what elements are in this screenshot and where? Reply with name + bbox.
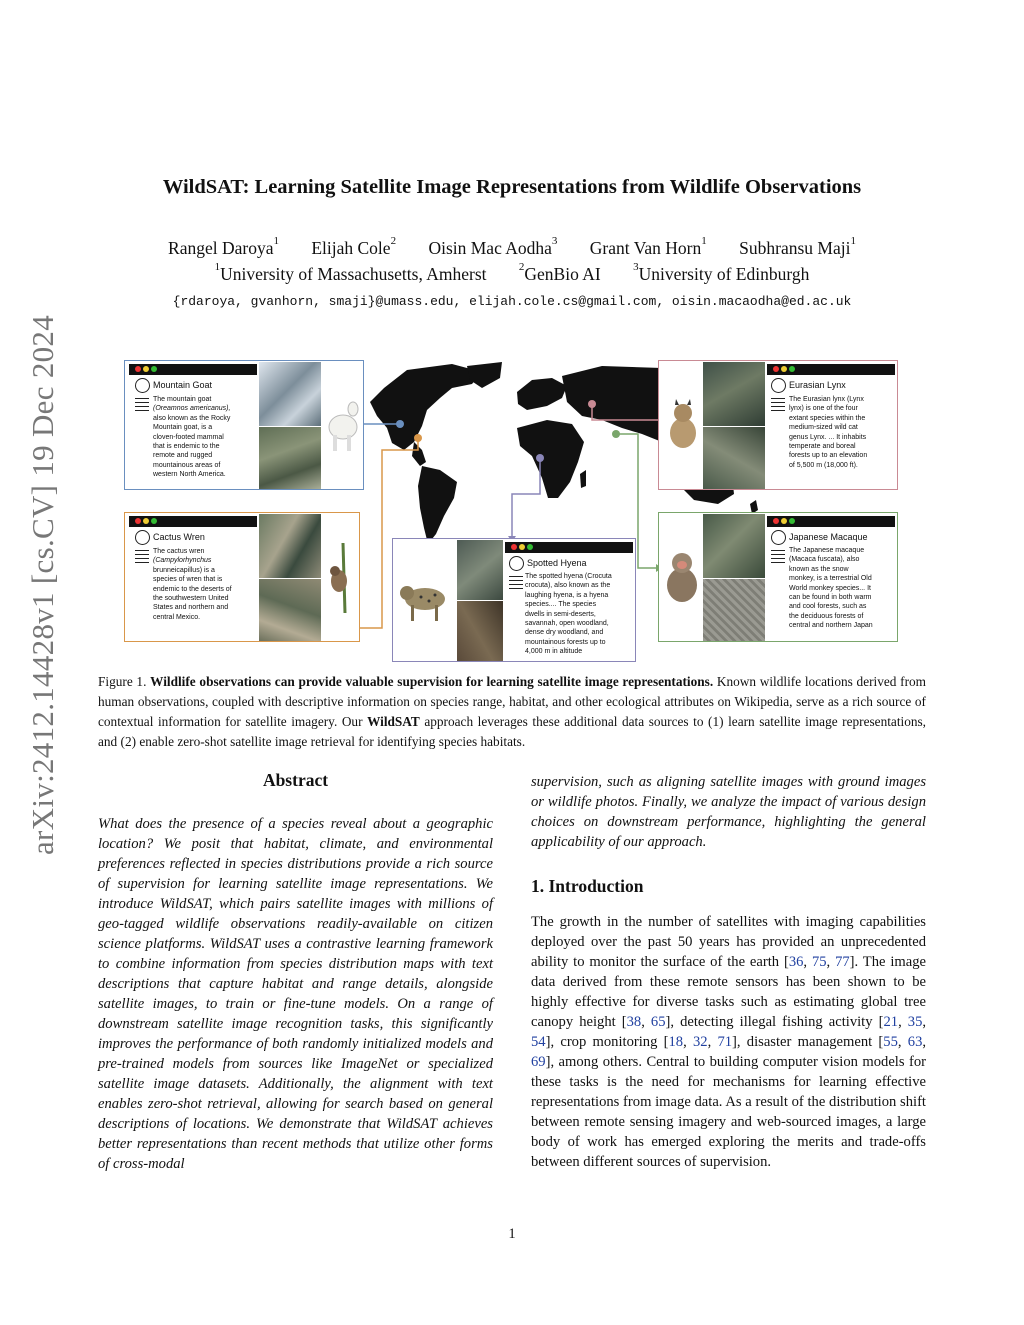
species-icon [135, 530, 150, 545]
intro-text-run: , [707, 1034, 718, 1050]
species-name: Mountain Goat [153, 380, 213, 390]
author-list [0, 235, 1024, 259]
author: Grant Van Horn$^1$ [589, 235, 707, 258]
species-description: The spotted hyena (Crocuta crocuta), also known as the laughing hyena, is a hyena species.... The species dwells in semi-deserts, savannah, open woodland, dense dry woodland, and mountainous forests up to 4,000 m in altitude [525, 573, 612, 656]
citation-link[interactable]: 63 [907, 1034, 923, 1050]
intro-text-run: , [898, 1014, 908, 1030]
satellite-image [259, 514, 321, 578]
satellite-image [457, 540, 503, 600]
mountain-goat-icon [323, 397, 363, 457]
citation-link[interactable]: 71 [717, 1034, 733, 1050]
citation-link[interactable]: 36 [788, 954, 804, 970]
species-description: The cactus wren (Campylorhynchus brunneicapillus) is a species of wren that is endemic to the deserts of the southwestern United States and northern and central Mexico. [153, 548, 232, 621]
intro-text-run: , [922, 1034, 927, 1050]
satellite-image [703, 514, 765, 578]
citation-link[interactable]: 55 [883, 1034, 898, 1050]
intro-text-run: ]. The image data derived from these remote sensors has been shown to be highly effective for diverse tasks such as estimating global tree canopy height [ [531, 954, 927, 1030]
affiliation: $^2$GenBio AI [518, 261, 601, 284]
citation-link[interactable]: 32 [692, 1034, 708, 1050]
abstract-continued: supervision, such as aligning satellite images with ground images or wildlife photos. Finally, we analyze the impact of various design choices on downstream performance, highlighting the general applicability of our approach. [531, 774, 926, 850]
window-bar [767, 516, 895, 527]
author-emails: {rdaroya, gvanhorn, smaji}@umass.edu, elijah.cole.cs@gmail.com, oisin.macaodha@ed.ac.uk [172, 294, 852, 309]
citation-link[interactable]: 38 [626, 1014, 642, 1030]
satellite-image [259, 579, 321, 641]
figure-1 [122, 358, 902, 663]
species-description: The mountain goat (Oreamnos americanus), also known as the Rocky Mountain goat, is a cloven-footed mammal that is endemic to the remote and rugged mountainous areas of western North America. [153, 396, 231, 479]
introduction-heading: 1. Introduction [531, 876, 644, 896]
citation-link[interactable]: 65 [650, 1014, 666, 1030]
text-lines-icon [771, 550, 785, 566]
text-lines-icon [509, 576, 523, 592]
affiliation: $^1$University of Massachusetts, Amherst [214, 261, 487, 284]
window-bar [129, 516, 257, 527]
text-lines-icon [771, 398, 785, 414]
citation-link[interactable]: 54 [531, 1034, 546, 1050]
cactus-wren-icon [323, 543, 359, 613]
citation-link[interactable]: 75 [811, 954, 827, 970]
species-name: Cactus Wren [153, 532, 205, 542]
intro-text-run: The growth in the number of satellites with imaging capabilities deployed over the past 50 years has provided an unprecedented ability to monitor the surface of the earth [ [531, 914, 926, 970]
satellite-image [703, 579, 765, 641]
species-name: Spotted Hyena [527, 558, 587, 568]
species-name: Japanese Macaque [789, 532, 868, 542]
affiliation: $^3$University of Edinburgh [633, 261, 810, 284]
intro-text-run: , [641, 1014, 651, 1030]
author: Rangel Daroya$^1$ [168, 235, 279, 258]
satellite-image [703, 362, 765, 426]
paper-title: WildSAT: Learning Satellite Image Representations from Wildlife Observations [162, 176, 862, 198]
intro-text-run: ], disaster management [ [732, 1034, 884, 1050]
card-cactus-wren [124, 512, 360, 642]
right-column [531, 772, 926, 1172]
figure-caption: Figure 1. Wildlife observations can provide valuable supervision for learning satellite image representations. Known wildlife locations derived from human observations, coupled with descriptive information on species range, habitat, and other ecological attributes on Wikipedia, serve as a rich source of contextual information for satellite imagery. Our WildSAT approach leverages these additional data sources to (1) learn satellite image representations, and (2) enable zero-shot satellite image retrieval for identifying species habitats. [98, 674, 926, 749]
citation-link[interactable]: 35 [907, 1014, 923, 1030]
arxiv-stamp: arXiv:2412.14428v1 [cs.CV] 19 Dec 2024 [25, 314, 60, 855]
species-description: The Japanese macaque (Macaca fuscata), also known as the snow monkey, is a terrestrial Old World monkey species... It can be found in both warm and cool forests, such as the deciduous forests of central and northern Japan [789, 547, 873, 630]
card-spotted-hyena [392, 538, 636, 662]
spotted-hyena-icon [395, 569, 455, 629]
author: Subhransu Maji$^1$ [739, 235, 856, 258]
intro-text-run: ], among others. Central to building computer vision models for these tasks is the need for mechanisms for learning effective representations from image data. As a result of the distribution shift between remote sensing imagery and web-sourced images, a large body of work has emerged exploring the merits and trade-offs between different sources of supervision. [531, 1054, 926, 1170]
satellite-image [259, 427, 321, 489]
window-bar [129, 364, 257, 375]
author: Elijah Cole$^2$ [311, 235, 397, 258]
japanese-macaque-icon [661, 547, 703, 607]
intro-text-run: , [897, 1034, 908, 1050]
species-icon [135, 378, 150, 393]
window-bar [505, 542, 633, 553]
introduction-text [531, 912, 926, 1172]
abstract-text: What does the presence of a species reveal about a geographic location? We posit that habitat, climate, and environmental preferences reflected in species distributions provide a rich source of supervision for learning satellite image representations. We introduce WildSAT, which pairs satellite images with millions of geo-tagged wildlife observations readily-available on citizen science platforms. WildSAT uses a contrastive learning framework to combine information from species distribution maps with text descriptions that capture habitat and range details, alongside satellite images, to train or fine-tune models. On a range of downstream satellite image recognition tasks, this significantly improves the performance of both randomly initialized models and pre-trained models from sources like ImageNet or specialized satellite image datasets. Additionally, the alignment with text enables zero-shot retrieval, allowing for search based on general descriptions of locations. We demonstrate that WildSAT achieves better representations than recent methods that utilize other forms of cross-modal [98, 816, 493, 1172]
citation-link[interactable]: 21 [883, 1014, 899, 1030]
species-description: The Eurasian lynx (Lynx lynx) is one of the four extant species within the medium-sized wild cat genus Lynx. ... It inhabits temperate and boreal forests up to an elevation of 5,500 m (18,000 ft). [789, 396, 868, 469]
citation-link[interactable]: 18 [668, 1034, 684, 1050]
intro-text-run: , [683, 1034, 693, 1050]
card-mountain-goat [124, 360, 364, 490]
card-eurasian-lynx [658, 360, 898, 490]
species-icon [771, 530, 786, 545]
species-icon [509, 556, 524, 571]
species-icon [771, 378, 786, 393]
intro-text-run: , [826, 954, 836, 970]
citation-link[interactable]: 77 [835, 954, 850, 970]
intro-text-run: , [922, 1014, 927, 1030]
intro-text-run: ], crop monitoring [ [545, 1034, 669, 1050]
author: Oisin Mac Aodha$^3$ [428, 235, 558, 258]
abstract-heading: Abstract [262, 770, 329, 790]
citation-link[interactable]: 69 [531, 1054, 546, 1070]
satellite-image [703, 427, 765, 489]
abstract-section [98, 770, 493, 1174]
intro-text-run: , [803, 954, 812, 970]
affiliation-list [0, 261, 1024, 285]
card-japanese-macaque [658, 512, 898, 642]
page-number: 1 [508, 1226, 516, 1242]
satellite-image [259, 362, 321, 426]
satellite-image [457, 601, 503, 661]
window-bar [767, 364, 895, 375]
species-name: Eurasian Lynx [789, 380, 846, 390]
text-lines-icon [135, 550, 149, 566]
text-lines-icon [135, 398, 149, 414]
eurasian-lynx-icon [661, 397, 701, 457]
intro-text-run: ], detecting illegal fishing activity [ [665, 1014, 884, 1030]
